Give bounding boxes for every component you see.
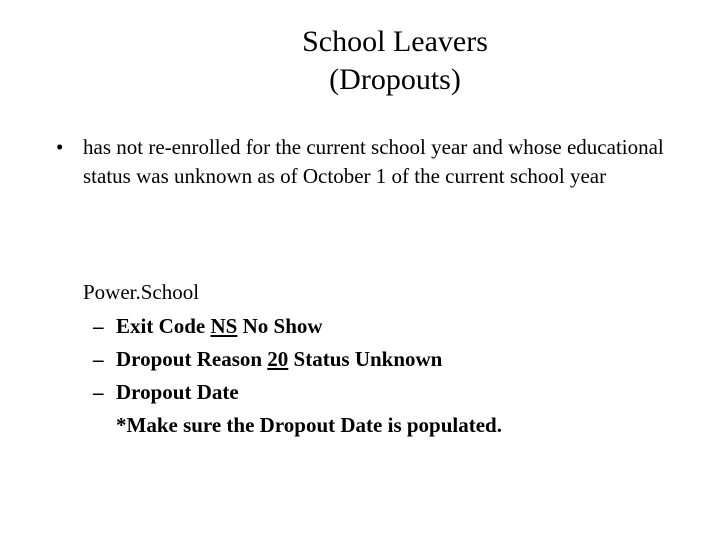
- dropout-reason-value: 20: [267, 347, 289, 371]
- dash-marker: –: [93, 347, 104, 371]
- powerschool-heading: Power.School: [83, 280, 200, 304]
- slide-title: [0, 23, 720, 99]
- powerschool-fields-list: [93, 310, 653, 442]
- exit-code-value: NS: [210, 314, 238, 338]
- bullet-marker: •: [56, 135, 64, 159]
- list-item-exit-code: [93, 310, 653, 343]
- item-suffix: Status Unknown: [288, 347, 443, 371]
- list-item-dropout-date: [93, 376, 653, 409]
- item-suffix: No Show: [237, 314, 323, 338]
- item-prefix: Dropout Date: [116, 380, 239, 404]
- dash-marker: –: [93, 314, 104, 338]
- dropout-date-note: *Make sure the Dropout Date is populated.: [116, 413, 502, 437]
- definition-text: has not re-enrolled for the current school year and whose educational status was unknown as of October 1 of the current school year: [83, 135, 664, 188]
- dash-marker: –: [93, 380, 104, 404]
- item-prefix: Exit Code: [116, 314, 211, 338]
- title-line-1: School Leavers: [302, 25, 488, 58]
- item-prefix: Dropout Reason: [116, 347, 268, 371]
- title-line-2: (Dropouts): [329, 63, 461, 96]
- list-item-dropout-reason: [93, 343, 653, 376]
- definition-bullet: [56, 133, 666, 191]
